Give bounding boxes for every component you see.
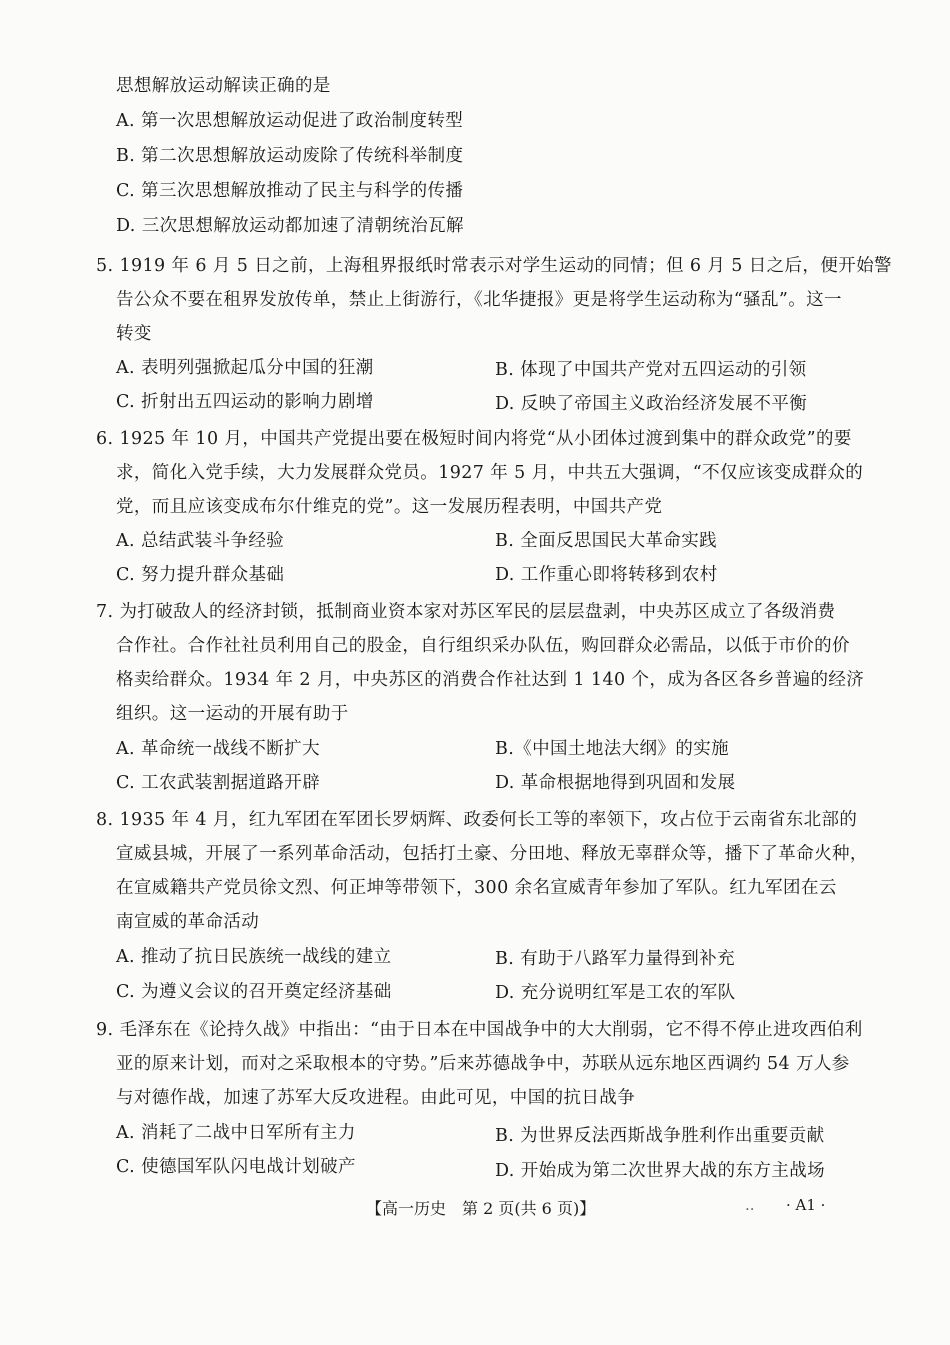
q4-option-b: B. 第二次思想解放运动废除了传统科举制度 [116,146,464,166]
q4-option-a: A. 第一次思想解放运动促进了政治制度转型 [116,111,464,131]
q6-option-a: A. 总结武装斗争经验 [116,531,285,551]
q6-stem-line-2: 求，简化入党手续，大力发展群众党员。1927 年 5 月，中共五大强调，“不仅应该变成群众的 [116,463,864,483]
q5-option-a: A. 表明列强掀起瓜分中国的狂潮 [116,358,374,378]
q9-option-c: C. 使德国军队闪电战计划破产 [116,1157,356,1177]
paper-code: · A1 · [786,1196,826,1214]
q6-option-d: D. 工作重心即将转移到农村 [495,565,718,585]
page-footer-label: 【高一历史 第 2 页(共 6 页)】 [366,1199,596,1218]
q7-option-d: D. 革命根据地得到巩固和发展 [495,773,736,793]
q8-stem-line-1: 8. 1935 年 4 月，红九军团在军团长罗炳辉、政委何长工等的率领下，攻占位于云南省东北部的 [96,810,858,830]
q9-option-a: A. 消耗了二战中日军所有主力 [116,1123,356,1143]
q9-option-d: D. 开始成为第二次世界大战的东方主战场 [495,1161,826,1181]
q7-option-a: A. 革命统一战线不断扩大 [116,739,320,759]
q8-option-c: C. 为遵义会议的召开奠定经济基础 [116,982,392,1002]
q9-stem-line-1: 9. 毛泽东在《论持久战》中指出：“由于日本在中国战争中的大大削弱，它不得不停止进攻西伯利 [96,1020,863,1040]
q8-stem-line-4: 南宣威的革命活动 [116,912,260,932]
q9-stem-line-3: 与对德作战，加速了苏军大反攻进程。由此可见，中国的抗日战争 [116,1088,636,1108]
q6-option-b: B. 全面反思国民大革命实践 [495,531,718,551]
q6-option-c: C. 努力提升群众基础 [116,565,285,585]
q9-option-b: B. 为世界反法西斯战争胜利作出重要贡献 [495,1126,825,1146]
footer-dots: .. [745,1196,755,1214]
q7-option-c: C. 工农武装割据道路开辟 [116,773,321,793]
q7-stem-line-2: 合作社。合作社社员利用自己的股金，自行组织采办队伍，购回群众必需品，以低于市价的价 [116,636,850,656]
q4-option-d: D. 三次思想解放运动都加速了清朝统治瓦解 [116,216,464,236]
q7-stem-line-3: 格卖给群众。1934 年 2 月，中央苏区的消费合作社达到 1 140 个，成为各区各乡普遍的经济 [116,670,865,690]
q7-stem-line-1: 7. 为打破敌人的经济封锁，抵制商业资本家对苏区军民的层层盘剥，中央苏区成立了各级消费 [96,602,836,622]
q8-stem-line-3: 在宣威籍共产党员徐文烈、何正坤等带领下，300 余名宣威青年参加了军队。红九军团在云 [116,878,837,898]
q5-option-c: C. 折射出五四运动的影响力剧增 [116,392,374,412]
q6-stem-line-1: 6. 1925 年 10 月，中国共产党提出要在极短时间内将党“从小团体过渡到集中的群众政党”的要 [96,429,852,449]
q9-stem-line-2: 亚的原来计划，而对之采取根本的守势。”后来苏德战争中，苏联从远东地区西调约 54 万人参 [116,1054,850,1074]
q5-stem-line-1: 5. 1919 年 6 月 5 日之前，上海租界报纸时常表示对学生运动的同情；但 6 月 5 日之后，便开始警 [96,256,892,276]
q4-option-c: C. 第三次思想解放推动了民主与科学的传播 [116,181,464,201]
q7-stem-line-4: 组织。这一运动的开展有助于 [116,704,349,724]
q5-option-b: B. 体现了中国共产党对五四运动的引领 [495,360,807,380]
q5-option-d: D. 反映了帝国主义政治经济发展不平衡 [495,394,808,414]
q8-option-a: A. 推动了抗日民族统一战线的建立 [116,947,392,967]
q5-stem-line-3: 转变 [116,324,152,344]
q4-stem-continuation: 思想解放运动解读正确的是 [116,76,331,96]
q8-option-d: D. 充分说明红军是工农的军队 [495,983,736,1003]
q8-option-b: B. 有助于八路军力量得到补充 [495,949,735,969]
q5-stem-line-2: 告公众不要在租界发放传单，禁止上街游行，《北华捷报》更是将学生运动称为“骚乱”。这一 [116,290,842,310]
q7-option-b: B.《中国土地法大纲》的实施 [495,739,730,759]
q6-stem-line-3: 党，而且应该变成布尔什维克的党”。这一发展历程表明，中国共产党 [116,497,663,517]
q8-stem-line-2: 宣威县城，开展了一系列革命活动，包括打土豪、分田地、释放无辜群众等，播下了革命火种， [116,844,868,864]
